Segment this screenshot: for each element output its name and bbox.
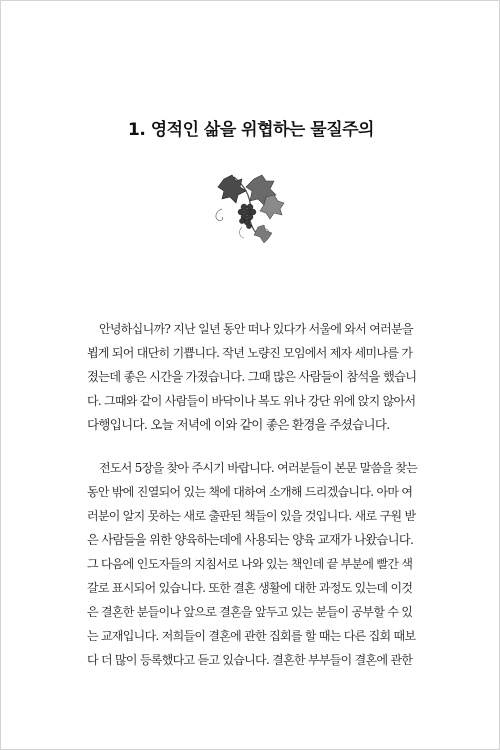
text-line: 갈로 표시되어 있습니다. 또한 결혼 생활에 대한 과정도 있는데 이것 [87, 581, 413, 595]
grape-vine-icon [206, 169, 296, 249]
text-line: 전도서 5장을 찾아 주시기 바랍니다. 여러분들이 본문 말씀을 찾는 [99, 461, 418, 475]
text-line: 러분이 알지 못하는 새로 출판된 책들이 있을 것입니다. 새로 구원 받 [87, 509, 416, 523]
paragraph-1 [87, 317, 419, 437]
paragraph-2 [87, 456, 419, 672]
text-line: 다 더 많이 등록했다고 듣고 있습니다. 결혼한 부부들이 결혼에 관한 [87, 653, 413, 667]
chapter-heading: 1. 영적인 삶을 위협하는 물질주의 [128, 120, 374, 140]
text-line: 다행입니다. 오늘 저녁에 이와 같이 좋은 환경을 주셨습니다. [87, 417, 390, 432]
text-line: 은 결혼한 분들이나 앞으로 결혼을 앞두고 있는 분들이 공부할 수 있 [87, 605, 413, 619]
text-line: 는 교재입니다. 저희들이 결혼에 관한 집회를 할 때는 다른 집회 때보 [87, 629, 416, 643]
text-line: 안녕하십니까? 지난 일년 동안 떠나 있다가 서울에 와서 여러분을 [99, 322, 413, 336]
text-line: 그 다음에 인도자들의 지침서로 나와 있는 책인데 끝 부분에 빨간 색 [87, 557, 413, 571]
text-line: 뵙게 되어 대단히 기쁩니다. 작년 노량진 모임에서 제자 세미나를 가 [87, 346, 413, 360]
text-line: 은 사람들을 위한 양육하는데에 사용되는 양육 교재가 나왔습니다. [87, 533, 414, 547]
text-line: 동안 밖에 진열되어 있는 책에 대하여 소개해 드리겠습니다. 아마 여 [87, 485, 413, 499]
text-line: 졌는데 좋은 시간을 가졌습니다. 그때 많은 사람들이 참석을 했습니 [87, 370, 417, 384]
text-line: 다. 그때와 같이 사람들이 바닥이나 복도 위나 강단 위에 앉지 않아서 [87, 394, 416, 408]
